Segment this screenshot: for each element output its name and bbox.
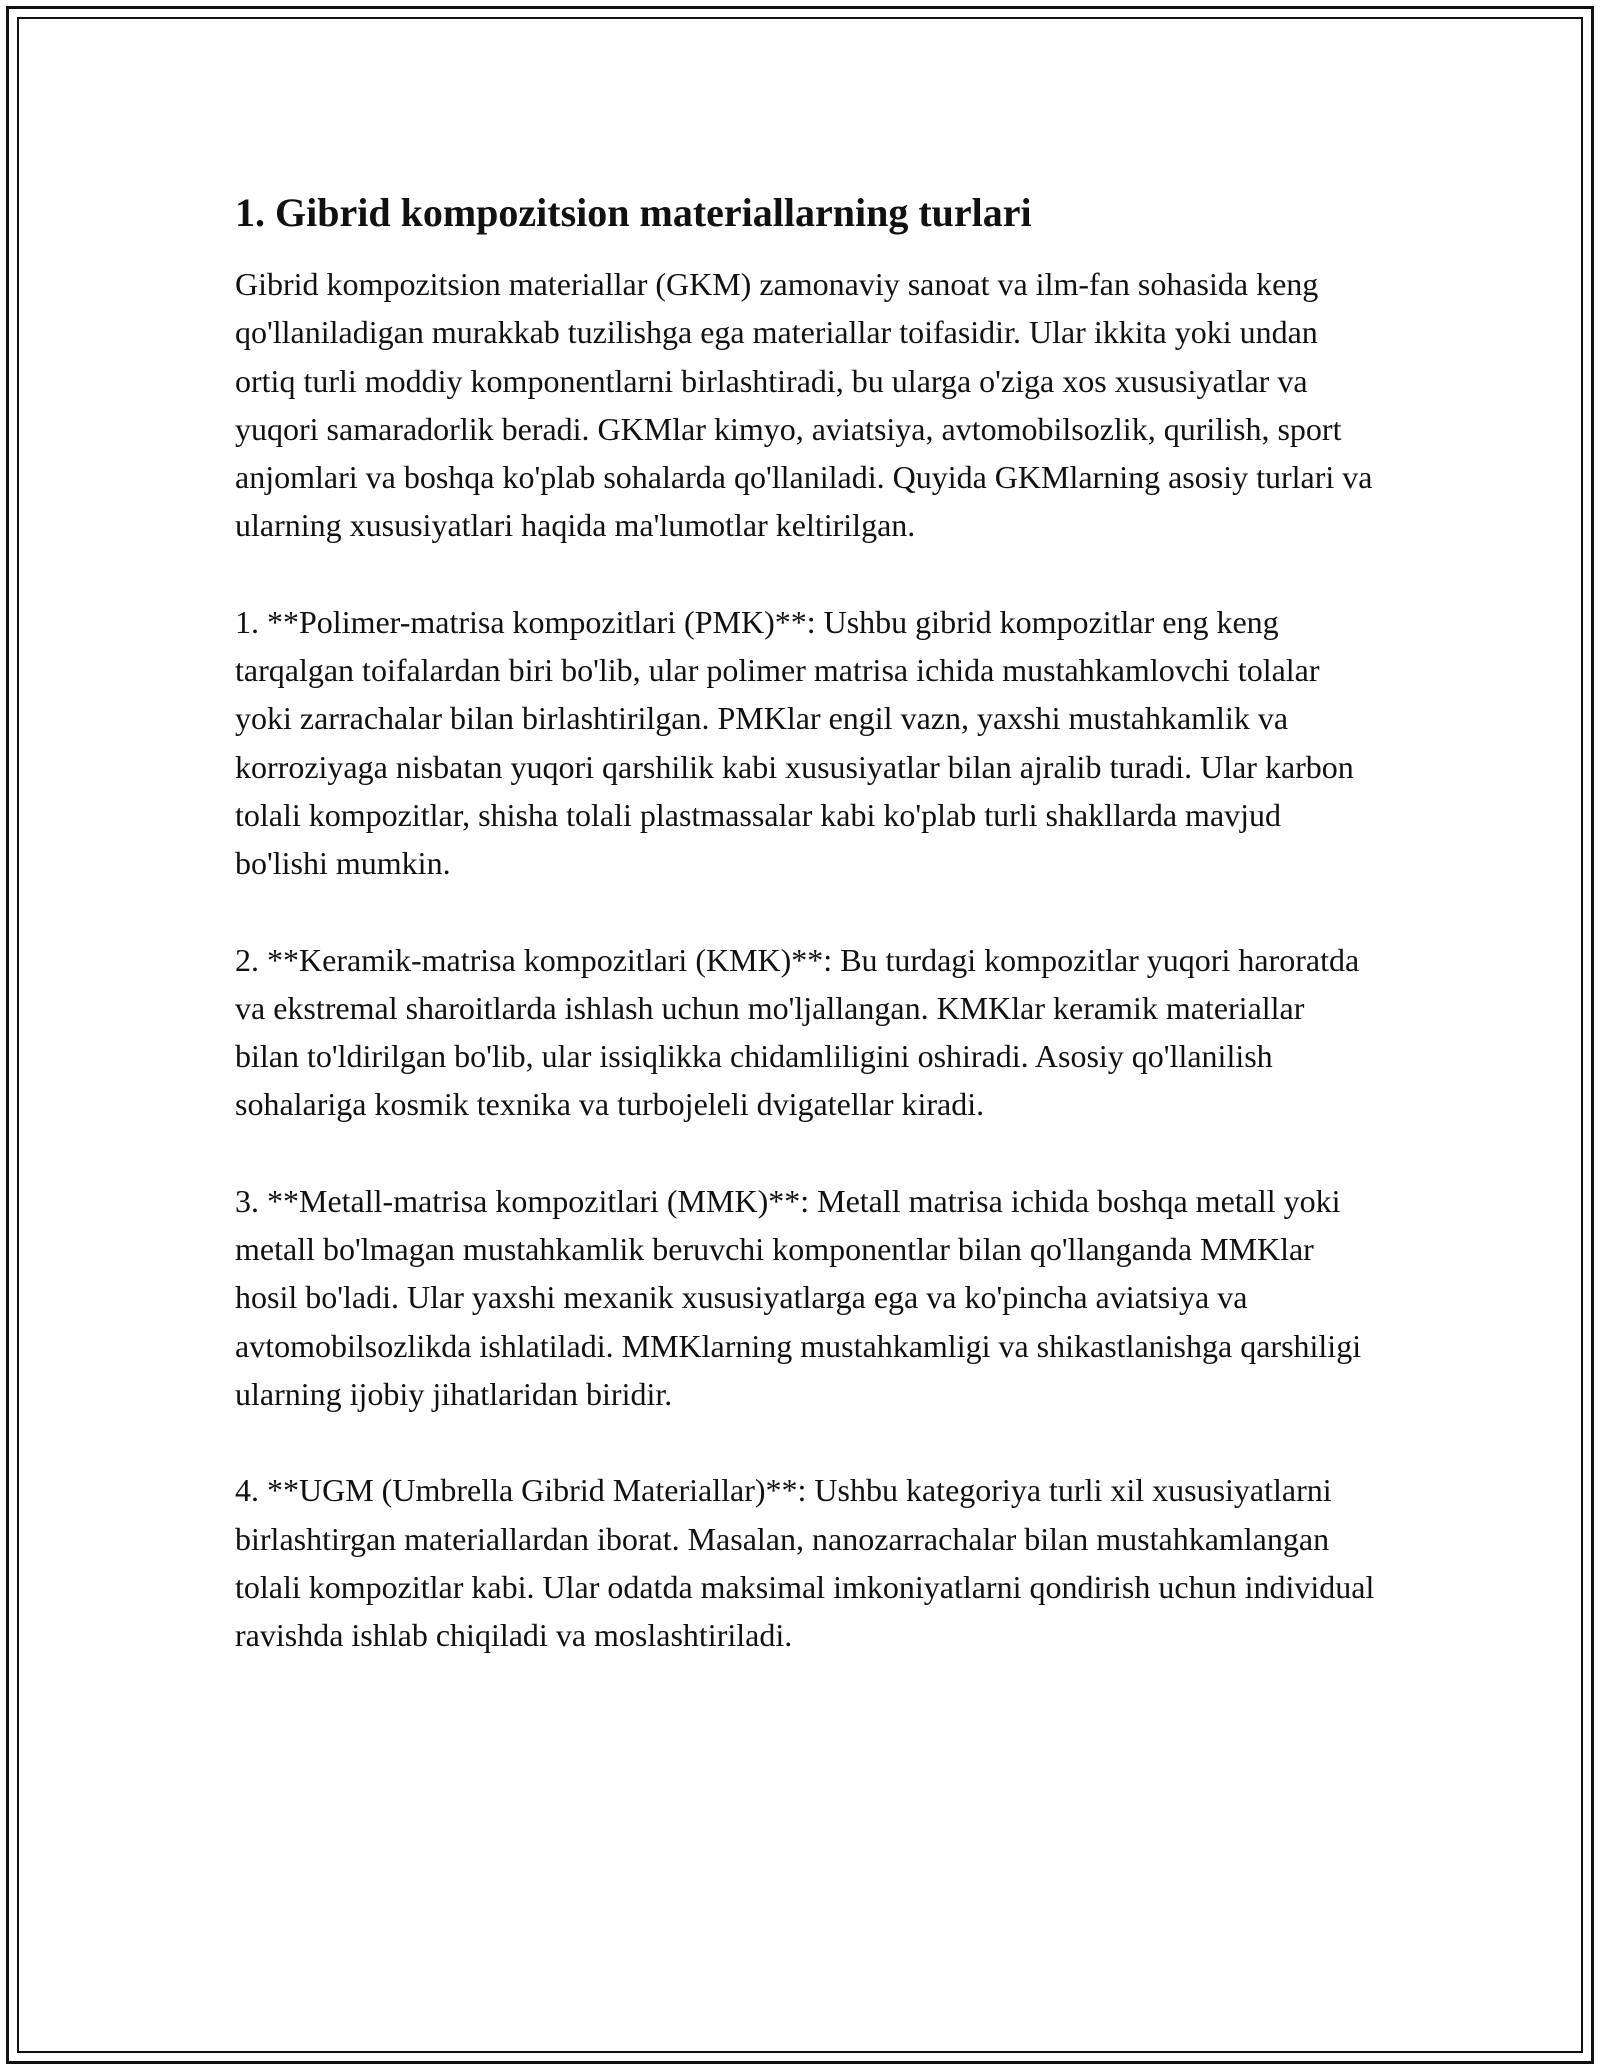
paragraph-pmk: 1. **Polimer-matrisa kompozitlari (PMK)**: Ushbu gibrid kompozitlar eng keng tarqalgan toifalardan biri bo'lib, ular polimer matrisa ichida mustahkamlovchi tolalar yoki zarrachalar bilan birlashtirilgan. PMKlar engil vazn, yaxshi mustahkamlik va korroziyaga nisbatan yuqori qarshilik kabi xususiyatlar bilan ajralib turadi. Ular karbon tolali kompozitlar, shisha tolali plastmassalar kabi ko'plab turli shakllarda mavjud bo'lishi mumkin. xyxy=(235,603,1354,882)
paragraph-ugm: 4. **UGM (Umbrella Gibrid Materiallar)**: Ushbu kategoriya turli xil xususiyatlarni birlashtirgan materiallardan iborat. Masalan, nanozarrachalar bilan mustahkamlangan tolali kompozitlar kabi. Ular odatda maksimal imkoniyatlarni qondirish uchun individual ravishda ishlab chiqiladi va moslashtiriladi. xyxy=(235,1472,1375,1654)
paragraph-mmk: 3. **Metall-matrisa kompozitlari (MMK)**: Metall matrisa ichida boshqa metall yoki metall bo'lmagan mustahkamlik beruvchi komponentlar bilan qo'llanganda MMKlar hosil bo'ladi. Ular yaxshi mexanik xususiyatlarga ega va ko'pincha aviatsiya va avtomobilsozlikda ishlatiladi. MMKlarning mustahkamligi va shikastlanishga qarshiligi ularning ijobiy jihatlaridan biridir. xyxy=(235,1182,1362,1412)
section-heading: 1. Gibrid kompozitsion materiallarning turlari xyxy=(235,190,1032,235)
paragraph-kmk: 2. **Keramik-matrisa kompozitlari (KMK)**: Bu turdagi kompozitlar yuqori haroratda va ekstremal sharoitlarda ishlash uchun mo'ljallangan. KMKlar keramik materiallar bilan to'ldirilgan bo'lib, ular issiqlikka chidamliligini oshiradi. Asosiy qo'llanilish sohalariga kosmik texnika va turbojeleli dvigatellar kiradi. xyxy=(235,941,1360,1123)
document-body xyxy=(235,188,1375,1659)
intro-paragraph: Gibrid kompozitsion materiallar (GKM) zamonaviy sanoat va ilm-fan sohasida keng qo'llaniladigan murakkab tuzilishga ega materiallar toifasidir. Ular ikkita yoki undan ortiq turli moddiy komponentlarni birlashtiradi, bu ularga o'ziga xos xususiyatlar va yuqori samaradorlik beradi. GKMlar kimyo, aviatsiya, avtomobilsozlik, qurilish, sport anjomlari va boshqa ko'plab sohalarda qo'llaniladi. Quyida GKMlarning asosiy turlari va ularning xususiyatlari haqida ma'lumotlar keltirilgan. xyxy=(235,266,1373,544)
